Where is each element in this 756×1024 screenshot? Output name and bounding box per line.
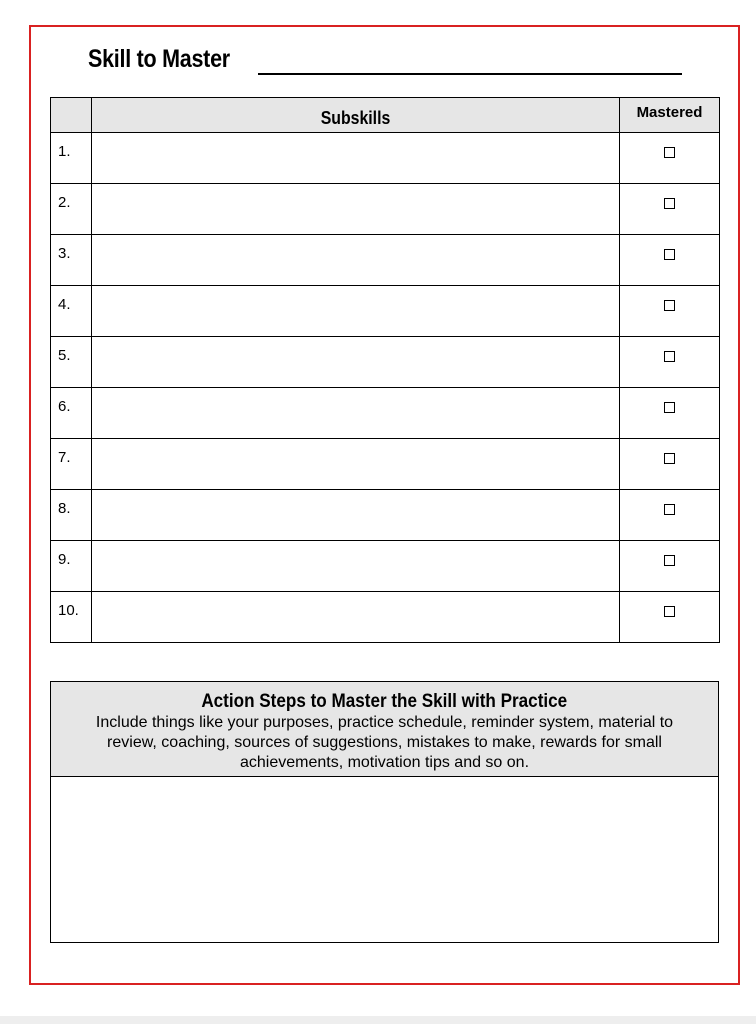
subskills-table <box>50 97 720 643</box>
mastered-checkbox[interactable] <box>664 555 675 566</box>
mastered-cell <box>620 235 720 286</box>
subskill-entry-field[interactable] <box>92 490 620 541</box>
mastered-checkbox[interactable] <box>664 606 675 617</box>
subskill-number: 8. <box>51 490 92 541</box>
mastered-cell <box>620 337 720 388</box>
subskill-row <box>51 184 720 235</box>
subskill-entry-field[interactable] <box>92 337 620 388</box>
subskills-column-header: Subskills <box>92 98 620 133</box>
subskill-row <box>51 541 720 592</box>
subskill-entry-field[interactable] <box>92 133 620 184</box>
mastered-checkbox[interactable] <box>664 198 675 209</box>
subskill-entry-field[interactable] <box>92 286 620 337</box>
subskill-row <box>51 286 720 337</box>
mastered-cell <box>620 439 720 490</box>
skill-title <box>88 44 253 74</box>
mastered-checkbox[interactable] <box>664 453 675 464</box>
subskill-entry-field[interactable] <box>92 235 620 286</box>
page-bottom-strip <box>0 1016 756 1024</box>
subskill-number: 4. <box>51 286 92 337</box>
mastered-cell <box>620 388 720 439</box>
action-steps-header <box>51 682 718 777</box>
mastered-cell <box>620 133 720 184</box>
subskill-number: 2. <box>51 184 92 235</box>
subskill-entry-field[interactable] <box>92 541 620 592</box>
mastered-checkbox[interactable] <box>664 402 675 413</box>
subskill-entry-field[interactable] <box>92 184 620 235</box>
subskill-row <box>51 337 720 388</box>
action-steps-title: Action Steps to Master the Skill with Practice <box>201 691 568 712</box>
action-steps-entry-area[interactable] <box>51 777 718 943</box>
subskills-header-row <box>51 98 720 133</box>
subskill-row <box>51 388 720 439</box>
subskill-number: 3. <box>51 235 92 286</box>
mastered-checkbox[interactable] <box>664 504 675 515</box>
action-steps-box <box>50 681 719 943</box>
mastered-cell <box>620 490 720 541</box>
mastered-cell <box>620 184 720 235</box>
subskill-entry-field[interactable] <box>92 388 620 439</box>
subskill-row <box>51 133 720 184</box>
skill-title-blank-line[interactable] <box>258 73 682 75</box>
subskill-row <box>51 592 720 643</box>
mastered-cell <box>620 541 720 592</box>
subskill-number: 5. <box>51 337 92 388</box>
subskill-row <box>51 490 720 541</box>
action-steps-description: Include things like your purposes, practice schedule, reminder system, material to review, coaching, sources of suggestions, mistakes to make, rewards for small achievements, motivation tips and so on. <box>95 714 674 771</box>
subskill-entry-field[interactable] <box>92 592 620 643</box>
number-column-header <box>51 98 92 133</box>
mastered-checkbox[interactable] <box>664 351 675 362</box>
mastered-column-header: Mastered <box>620 98 720 133</box>
subskill-number: 10. <box>51 592 92 643</box>
subskill-row <box>51 235 720 286</box>
mastered-cell <box>620 286 720 337</box>
subskill-number: 9. <box>51 541 92 592</box>
mastered-checkbox[interactable] <box>664 249 675 260</box>
subskill-number: 6. <box>51 388 92 439</box>
subskill-number: 7. <box>51 439 92 490</box>
subskill-number: 1. <box>51 133 92 184</box>
mastered-checkbox[interactable] <box>664 300 675 311</box>
mastered-checkbox[interactable] <box>664 147 675 158</box>
mastered-cell <box>620 592 720 643</box>
subskill-row <box>51 439 720 490</box>
subskill-entry-field[interactable] <box>92 439 620 490</box>
skill-title-label: Skill to Master <box>88 45 230 73</box>
